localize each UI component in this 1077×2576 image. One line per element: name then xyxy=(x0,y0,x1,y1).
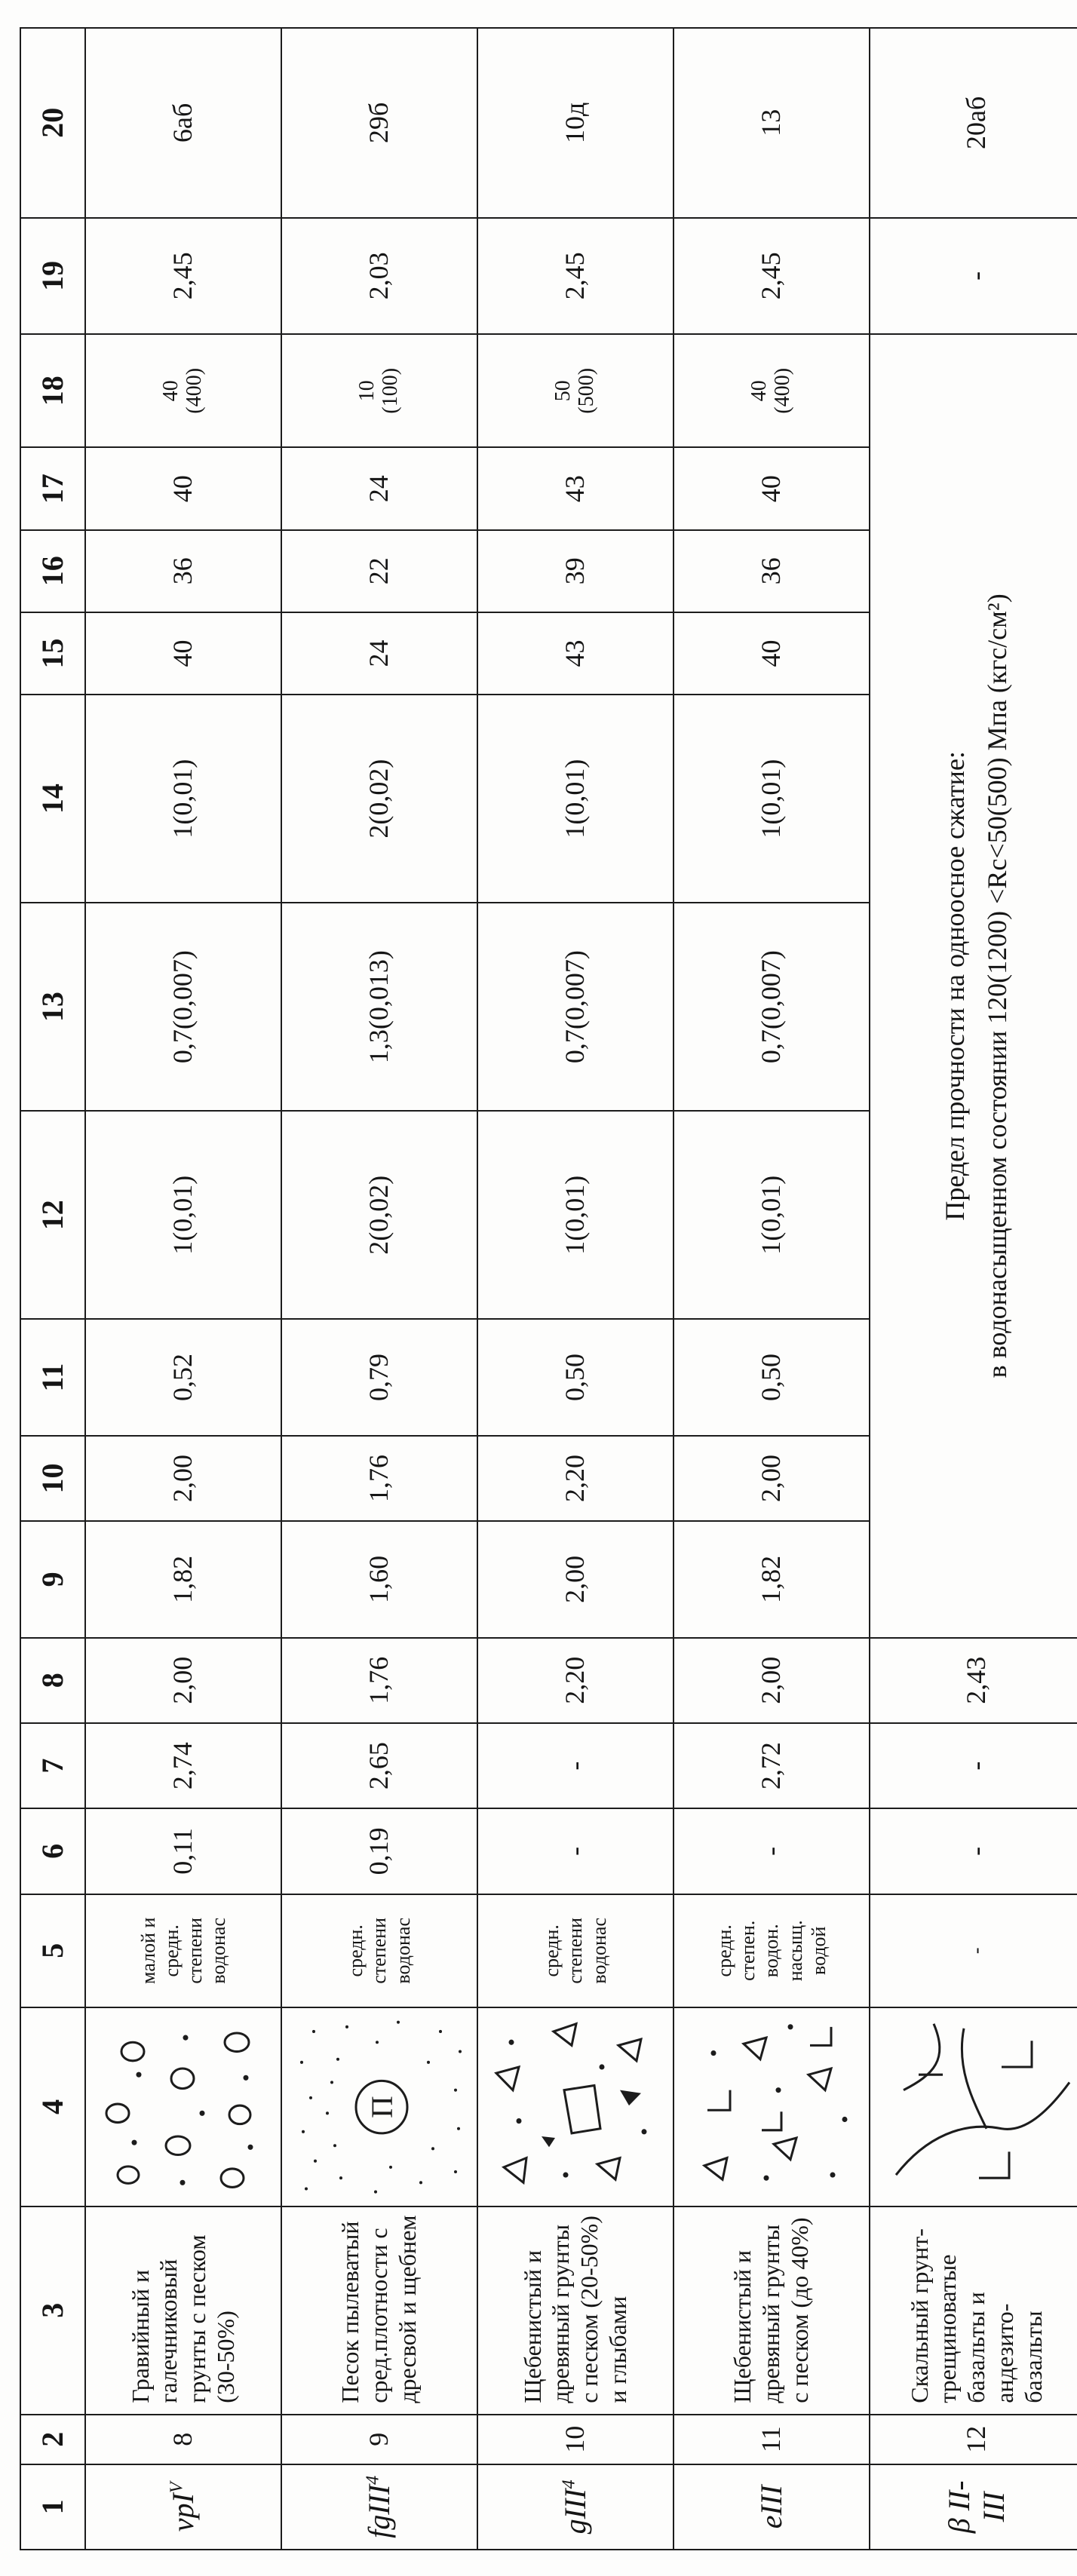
table-cell: 0,7(0,007) xyxy=(85,903,281,1111)
table-cell: 1,82 xyxy=(674,1521,870,1638)
table-cell: 24 xyxy=(281,612,477,695)
index-base: eIII xyxy=(754,2485,788,2529)
table-cell: 2,00 xyxy=(477,1521,674,1638)
table-cell: 2,74 xyxy=(85,1723,281,1808)
table-cell: 1(0,01) xyxy=(477,1111,674,1319)
fraction-cell xyxy=(674,334,870,447)
table-cell: 1,76 xyxy=(281,1638,477,1723)
header-row xyxy=(20,28,85,2550)
sand-symbol-letter: П xyxy=(365,2096,399,2118)
table-row xyxy=(281,28,477,2550)
table-cell: - xyxy=(477,1723,674,1808)
table-cell: 40 xyxy=(674,447,870,529)
table-cell: 24 xyxy=(281,447,477,529)
water-saturation-degree: средн. степени водонас xyxy=(281,1894,477,2007)
row-number: 9 xyxy=(281,2415,477,2464)
water-saturation-degree: средн. степен. водон. насыщ. водой xyxy=(674,1894,870,2007)
table-cell: 43 xyxy=(477,447,674,529)
table-cell: 2,43 xyxy=(870,1638,1077,1723)
row-number: 10 xyxy=(477,2415,674,2464)
soil-name: Гравийный и галечниковый грунты с песком (30-50%) xyxy=(85,2206,281,2415)
table-cell: 1(0,01) xyxy=(674,1111,870,1319)
index-base: fgIII xyxy=(362,2484,396,2538)
water-saturation-degree: средн. степени водонас xyxy=(477,1894,674,2007)
table-cell: 1,76 xyxy=(281,1436,477,1521)
table-cell: 2(0,02) xyxy=(281,1111,477,1319)
header-cell: 13 xyxy=(20,903,85,1111)
table-cell: 2,00 xyxy=(674,1638,870,1723)
strength-note-line: Предел прочности на одноосное сжатие: xyxy=(940,751,971,1221)
header-cell: 15 xyxy=(20,612,85,695)
fraction-bottom: (400) xyxy=(771,367,794,414)
table-cell: 40 xyxy=(85,612,281,695)
table-cell: 0,79 xyxy=(281,1319,477,1436)
table-cell: 2,00 xyxy=(85,1638,281,1723)
row-number: 11 xyxy=(674,2415,870,2464)
rubble-boulder-pattern-icon xyxy=(477,2007,674,2206)
table-cell: 2,00 xyxy=(85,1436,281,1521)
rubble-pattern-icon xyxy=(674,2007,870,2206)
header-cell: 5 xyxy=(20,1894,85,2007)
table-cell: 36 xyxy=(85,530,281,612)
header-cell: 20 xyxy=(20,28,85,218)
fraction-cell xyxy=(281,334,477,447)
water-saturation-degree: - xyxy=(870,1894,1077,2007)
table-cell: 1(0,01) xyxy=(477,695,674,903)
fraction-bottom: (100) xyxy=(379,367,402,414)
table-row xyxy=(674,28,870,2550)
geologic-index xyxy=(281,2464,477,2550)
table-cell: 20аб xyxy=(870,28,1077,218)
table-cell: 40 xyxy=(674,612,870,695)
fraction-bottom: (400) xyxy=(183,367,206,414)
header-cell: 6 xyxy=(20,1808,85,1894)
index-sup: 4 xyxy=(363,2475,383,2485)
table-row xyxy=(477,28,674,2550)
table-cell: 2,03 xyxy=(281,218,477,335)
table-cell: 2,20 xyxy=(477,1638,674,1723)
header-cell: 2 xyxy=(20,2415,85,2464)
header-cell: 10 xyxy=(20,1436,85,1521)
table-cell: 0,50 xyxy=(674,1319,870,1436)
soil-name: Песок пылеватый сред.плотности с дресвой и щебнем xyxy=(281,2206,477,2415)
header-cell: 8 xyxy=(20,1638,85,1723)
table-cell: 2(0,02) xyxy=(281,695,477,903)
row-number: 12 xyxy=(870,2415,1077,2464)
table-cell: 0,19 xyxy=(281,1808,477,1894)
table-row xyxy=(85,28,281,2550)
fraction-top: 40 xyxy=(747,380,772,402)
fraction-top: 10 xyxy=(355,380,379,402)
table-cell: 0,50 xyxy=(477,1319,674,1436)
header-cell: 11 xyxy=(20,1319,85,1436)
table-cell: 0,11 xyxy=(85,1808,281,1894)
table-cell: 1(0,01) xyxy=(674,695,870,903)
table-cell: 1,82 xyxy=(85,1521,281,1638)
header-cell: 3 xyxy=(20,2206,85,2415)
table-cell: 6аб xyxy=(85,28,281,218)
header-cell: 16 xyxy=(20,530,85,612)
table-cell: 2,45 xyxy=(674,218,870,335)
fraction-top: 40 xyxy=(159,380,183,402)
table-cell: 1,60 xyxy=(281,1521,477,1638)
header-cell: 1 xyxy=(20,2464,85,2550)
table-row xyxy=(870,28,1077,2550)
table-cell: 2,65 xyxy=(281,1723,477,1808)
table-cell: 0,52 xyxy=(85,1319,281,1436)
table-cell: 39 xyxy=(477,530,674,612)
table-cell: 2,45 xyxy=(85,218,281,335)
table-cell: 2,20 xyxy=(477,1436,674,1521)
soil-properties-table xyxy=(20,27,1077,2550)
index-sup: V xyxy=(167,2482,187,2494)
fraction-cell xyxy=(477,334,674,447)
row-number: 8 xyxy=(85,2415,281,2464)
header-cell: 17 xyxy=(20,447,85,529)
header-cell: 12 xyxy=(20,1111,85,1319)
table-cell: 10д xyxy=(477,28,674,218)
fraction-cell xyxy=(85,334,281,447)
table-cell: 13 xyxy=(674,28,870,218)
table-cell: - xyxy=(870,218,1077,335)
table-cell: - xyxy=(674,1808,870,1894)
table-cell: 1(0,01) xyxy=(85,1111,281,1319)
header-cell: 7 xyxy=(20,1723,85,1808)
index-base: vpI xyxy=(166,2493,200,2532)
table-cell: 2,72 xyxy=(674,1723,870,1808)
header-cell: 9 xyxy=(20,1521,85,1638)
table-cell: 2,00 xyxy=(674,1436,870,1521)
table-cell: 0,7(0,007) xyxy=(674,903,870,1111)
header-cell: 19 xyxy=(20,218,85,335)
table-cell: 1(0,01) xyxy=(85,695,281,903)
table-cell: 1,3(0,013) xyxy=(281,903,477,1111)
index-base: gIII xyxy=(558,2489,592,2535)
gravel-pattern-icon xyxy=(85,2007,281,2206)
soil-name: Щебенистый и древяный грунты с песком (до 40%) xyxy=(674,2206,870,2415)
header-cell: 14 xyxy=(20,695,85,903)
index-base: β II-III xyxy=(942,2480,1011,2534)
strength-note-line: в водонасыщенном состоянии 120(1200) <Rc<50(500) Мпа (кгс/см²) xyxy=(982,593,1012,1378)
fractured-rock-pattern-icon xyxy=(870,2007,1077,2206)
strength-note-cell xyxy=(870,334,1077,1638)
table-cell: 43 xyxy=(477,612,674,695)
sand-pattern-icon xyxy=(281,2007,477,2206)
fraction-bottom: (500) xyxy=(575,367,598,414)
table-cell: 2,45 xyxy=(477,218,674,335)
header-cell: 18 xyxy=(20,334,85,447)
geologic-index xyxy=(85,2464,281,2550)
table-cell: - xyxy=(870,1808,1077,1894)
geologic-index xyxy=(674,2464,870,2550)
fraction-top: 50 xyxy=(551,380,575,402)
soil-name: Щебенистый и древяный грунты с песком (20-50%) и глыбами xyxy=(477,2206,674,2415)
table-cell: 29б xyxy=(281,28,477,218)
soil-name: Скальный грунт-трещиноватые базальты и андезито-базальты xyxy=(870,2206,1077,2415)
table-cell: 22 xyxy=(281,530,477,612)
index-sup: 4 xyxy=(559,2479,579,2489)
table-cell: 0,7(0,007) xyxy=(477,903,674,1111)
geologic-index xyxy=(870,2464,1077,2550)
table-cell: - xyxy=(477,1808,674,1894)
geologic-index xyxy=(477,2464,674,2550)
table-cell: 36 xyxy=(674,530,870,612)
water-saturation-degree: малой и средн. степени водонас xyxy=(85,1894,281,2007)
table-cell: - xyxy=(870,1723,1077,1808)
table-cell: 40 xyxy=(85,447,281,529)
header-cell: 4 xyxy=(20,2007,85,2206)
